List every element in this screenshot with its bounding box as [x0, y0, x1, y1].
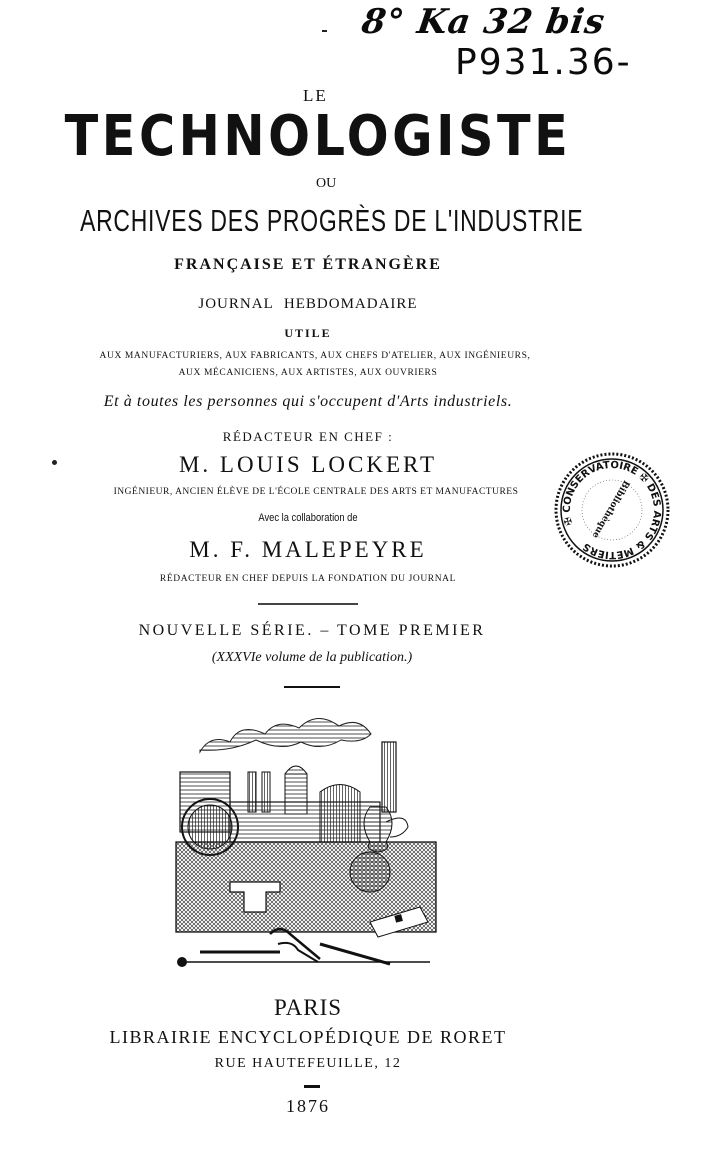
main-title: TECHNOLOGISTE [64, 104, 572, 169]
title-article: LE [303, 86, 328, 105]
subtitle: ARCHIVES DES PROGRÈS DE L'INDUSTRIE [80, 203, 584, 238]
imprint-dash [304, 1085, 320, 1088]
collaborator-name: M. F. MALEPEYRE [189, 537, 427, 562]
audience-line-3: Et à toutes les personnes qui s'occupent d'Arts industriels. [103, 393, 513, 410]
editor-title: INGÉNIEUR, ANCIEN ÉLÈVE DE L'ÉCOLE CENTRALE DES ARTS ET MANUFACTURES [113, 487, 519, 497]
ink-mark [322, 30, 327, 32]
imprint-year: 1876 [286, 1096, 330, 1116]
collaborator-title: RÉDACTEUR EN CHEF DEPUIS LA FONDATION DU JOURNAL [159, 574, 457, 584]
shelfmark-handwritten: 8° Ka 32 bis [359, 2, 608, 42]
imprint-city: PARIS [273, 995, 343, 1020]
stamp-outer-text: ✠ CONSERVATOIRE ✠ DES ARTS & MÉTIERS [561, 459, 663, 561]
periodicity: JOURNAL HEBDOMADAIRE [198, 296, 418, 312]
svg-text:Bibliothèque: Bibliothèque [589, 478, 631, 540]
collaboration-label: Avec la collaboration de [258, 512, 358, 524]
imprint-address: RUE HAUTEFEUILLE, 12 [214, 1056, 402, 1071]
volume-note: (XXXVIe volume de la publication.) [211, 650, 413, 665]
audience-line-2: AUX MÉCANICIENS, AUX ARTISTES, AUX OUVRIERS [178, 368, 438, 378]
divider-rule-short [284, 686, 340, 688]
title-conjunction: OU [316, 176, 337, 191]
subtitle-line2: FRANÇAISE ET ÉTRANGÈRE [174, 256, 442, 273]
imprint-publisher: LIBRAIRIE ENCYCLOPÉDIQUE DE RORET [109, 1027, 507, 1047]
divider-rule [258, 603, 358, 605]
editor-label: RÉDACTEUR EN CHEF : [222, 429, 394, 444]
editor-name: M. LOUIS LOCKERT [178, 452, 438, 477]
audience-line-1: AUX MANUFACTURIERS, AUX FABRICANTS, AUX CHEFS D'ATELIER, AUX INGÉNIEURS, [99, 351, 531, 361]
library-stamp [552, 450, 672, 570]
engraving-industrial-illustration [170, 712, 442, 974]
utile-label: UTILE [284, 326, 332, 340]
series-line: NOUVELLE SÉRIE. – TOME PREMIER [138, 622, 486, 639]
call-number-handwritten: P931.36- [455, 42, 632, 83]
